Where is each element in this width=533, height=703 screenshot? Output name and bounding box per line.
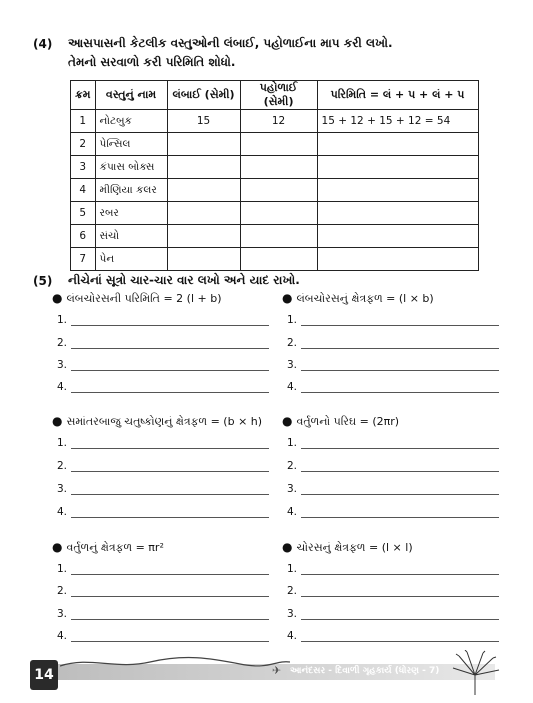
page-number: 14 xyxy=(30,660,58,690)
formula-label: વર્તુળનો પરિઘ = (2πr) xyxy=(296,415,400,428)
line-number: 2. xyxy=(287,337,298,349)
cell-width[interactable]: 12 xyxy=(240,110,317,133)
cell-width[interactable] xyxy=(240,202,317,225)
table-row xyxy=(71,225,479,248)
writing-line[interactable] xyxy=(57,506,269,520)
bird-icon: ✈ xyxy=(272,664,282,677)
cell-serial: 1 xyxy=(71,110,96,133)
formula-label: સમાંતરબાજુ ચતુષ્કોણનું ક્ષેત્રફળ = (b × h) xyxy=(66,415,263,428)
table-row xyxy=(71,110,479,133)
cell-serial: 4 xyxy=(71,179,96,202)
line-number: 2. xyxy=(57,585,68,597)
writing-line[interactable] xyxy=(287,563,499,577)
q4-instruction-line2: તેમનો સરવાળો કરી પરિમિતિ શોધો. xyxy=(68,55,236,69)
line-number: 4. xyxy=(287,506,298,518)
line-number: 3. xyxy=(287,359,298,371)
line-number: 4. xyxy=(57,630,68,642)
q5-instruction: નીચેનાં સૂત્રો ચાર-ચાર વાર લખો અને યાદ રાખો. xyxy=(68,273,300,287)
header-item-name: વસ્તુનું નામ xyxy=(95,81,167,110)
writing-line[interactable] xyxy=(57,563,269,577)
line-number: 1. xyxy=(57,314,68,326)
cell-width[interactable] xyxy=(240,225,317,248)
line-number: 4. xyxy=(57,381,68,393)
writing-line[interactable] xyxy=(287,585,499,599)
cell-length[interactable] xyxy=(167,202,240,225)
cell-perimeter[interactable] xyxy=(317,225,478,248)
line-number: 3. xyxy=(57,483,68,495)
writing-line[interactable] xyxy=(57,460,269,474)
cell-length[interactable] xyxy=(167,179,240,202)
header-length: લંબાઈ (સેમી) xyxy=(167,81,240,110)
writing-line[interactable] xyxy=(287,337,499,351)
header-perimeter: પરિમિતિ = લં + પ + લં + પ xyxy=(317,81,478,110)
header-width: પહોળાઈ (સેમી) xyxy=(240,81,317,110)
line-number: 1. xyxy=(287,563,298,575)
writing-line[interactable] xyxy=(287,506,499,520)
line-number: 2. xyxy=(287,585,298,597)
bullet-icon: ● xyxy=(52,540,63,554)
line-number: 2. xyxy=(57,460,68,472)
writing-line[interactable] xyxy=(57,630,269,644)
formula-parallelogram-area xyxy=(52,414,262,429)
cell-item-name: પેન્સિલ xyxy=(95,133,167,156)
formula-rect-perimeter xyxy=(52,291,222,306)
table-row xyxy=(71,202,479,225)
bullet-icon: ● xyxy=(282,291,293,305)
cell-length[interactable] xyxy=(167,156,240,179)
measurement-table xyxy=(70,80,479,271)
cell-perimeter[interactable] xyxy=(317,156,478,179)
line-number: 3. xyxy=(57,359,68,371)
formula-square-area xyxy=(282,540,413,555)
writing-line[interactable] xyxy=(57,585,269,599)
header-serial: ક્રમ xyxy=(71,81,96,110)
line-number: 4. xyxy=(287,630,298,642)
cell-perimeter[interactable]: 15 + 12 + 15 + 12 = 54 xyxy=(317,110,478,133)
cell-perimeter[interactable] xyxy=(317,133,478,156)
line-number: 2. xyxy=(287,460,298,472)
writing-line[interactable] xyxy=(57,437,269,451)
cell-length[interactable]: 15 xyxy=(167,110,240,133)
writing-line[interactable] xyxy=(57,608,269,622)
table-row xyxy=(71,156,479,179)
q4-number: (4) xyxy=(33,37,53,51)
cell-item-name: રબર xyxy=(95,202,167,225)
cell-item-name: પેન xyxy=(95,248,167,271)
cell-serial: 3 xyxy=(71,156,96,179)
cell-width[interactable] xyxy=(240,179,317,202)
cell-serial: 7 xyxy=(71,248,96,271)
cell-width[interactable] xyxy=(240,133,317,156)
line-number: 1. xyxy=(57,563,68,575)
writing-line[interactable] xyxy=(287,381,499,395)
formula-label: લંબચોરસનું ક્ષેત્રફળ = (l × b) xyxy=(296,292,434,305)
writing-line[interactable] xyxy=(287,437,499,451)
writing-line[interactable] xyxy=(57,359,269,373)
cell-serial: 5 xyxy=(71,202,96,225)
bullet-icon: ● xyxy=(282,540,293,554)
q5-number: (5) xyxy=(33,274,53,288)
line-number: 4. xyxy=(287,381,298,393)
cell-length[interactable] xyxy=(167,225,240,248)
line-number: 4. xyxy=(57,506,68,518)
formula-label: વર્તુળનું ક્ષેત્રફળ = πr² xyxy=(66,541,164,554)
table-row xyxy=(71,248,479,271)
cell-length[interactable] xyxy=(167,248,240,271)
line-number: 1. xyxy=(287,314,298,326)
cell-perimeter[interactable] xyxy=(317,202,478,225)
cell-perimeter[interactable] xyxy=(317,248,478,271)
table-row xyxy=(71,179,479,202)
table-row xyxy=(71,133,479,156)
q4-instruction-line1: આસપાસની કેટલીક વસ્તુઓની લંબાઈ, પહોળાઈના માપ કરી લખો. xyxy=(68,36,393,50)
cell-perimeter[interactable] xyxy=(317,179,478,202)
writing-line[interactable] xyxy=(57,483,269,497)
line-number: 1. xyxy=(287,437,298,449)
writing-line[interactable] xyxy=(287,608,499,622)
cell-width[interactable] xyxy=(240,248,317,271)
line-number: 1. xyxy=(57,437,68,449)
cell-length[interactable] xyxy=(167,133,240,156)
bullet-icon: ● xyxy=(52,291,63,305)
cell-item-name: સંચો xyxy=(95,225,167,248)
formula-circle-area xyxy=(52,540,164,555)
writing-line[interactable] xyxy=(57,381,269,395)
writing-line[interactable] xyxy=(287,630,499,644)
cell-serial: 2 xyxy=(71,133,96,156)
writing-line[interactable] xyxy=(287,483,499,497)
writing-line[interactable] xyxy=(57,314,269,328)
footer-title: આનંદસર - દિવાળી ગૃહકાર્ય (ધોરણ - 7) xyxy=(290,666,440,676)
cell-item-name: નોટબુક xyxy=(95,110,167,133)
cell-width[interactable] xyxy=(240,156,317,179)
writing-line[interactable] xyxy=(287,314,499,328)
line-number: 3. xyxy=(287,608,298,620)
bullet-icon: ● xyxy=(282,414,293,428)
cell-item-name: મીણિયા કલર xyxy=(95,179,167,202)
bullet-icon: ● xyxy=(52,414,63,428)
formula-rect-area xyxy=(282,291,434,306)
formula-circle-circumference xyxy=(282,414,399,429)
line-number: 3. xyxy=(287,483,298,495)
writing-line[interactable] xyxy=(287,460,499,474)
line-number: 2. xyxy=(57,337,68,349)
formula-label: ચોરસનું ક્ષેત્રફળ = (l × l) xyxy=(296,541,413,554)
formula-label: લંબચોરસની પરિમિતિ = 2 (l + b) xyxy=(66,292,222,305)
table-header-row xyxy=(71,81,479,110)
cell-item-name: કંપાસ બોક્સ xyxy=(95,156,167,179)
line-number: 3. xyxy=(57,608,68,620)
squiggle-decoration xyxy=(60,652,290,672)
writing-line[interactable] xyxy=(287,359,499,373)
writing-line[interactable] xyxy=(57,337,269,351)
cell-serial: 6 xyxy=(71,225,96,248)
firework-decoration-icon xyxy=(445,650,505,700)
